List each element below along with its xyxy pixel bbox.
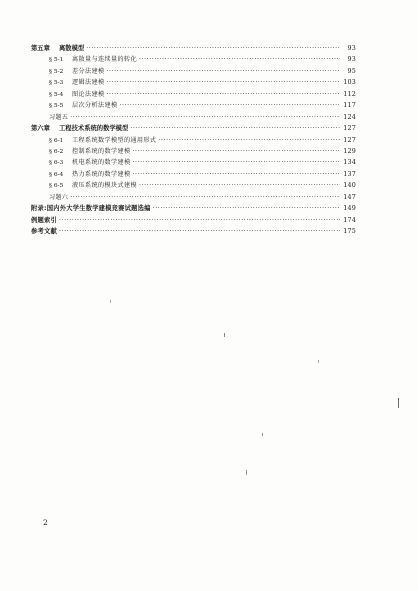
toc-section-6-3[interactable] [31,157,356,168]
leader-dots [119,100,340,111]
leader-dots [106,77,340,88]
section-title: 控制系统的数学建模 [72,147,131,155]
page-number: 134 [343,158,356,167]
leader-dots [70,112,340,123]
page-number: 93 [347,55,356,64]
exercise-title: 习题五 [49,113,69,121]
leader-dots [130,123,340,134]
leader-dots [132,146,340,157]
leader-dots [106,89,340,100]
page-number: 174 [343,215,356,224]
leader-dots [158,135,340,146]
chapter-title: 离散模型 [59,45,85,52]
page-number: 129 [343,146,356,155]
scan-speck [224,333,225,337]
exercise-title: 习题六 [49,193,69,201]
toc-references[interactable] [31,226,356,237]
scan-speck [110,300,111,303]
section-number: § 5-5 [49,103,64,110]
toc-exercises-5[interactable] [31,112,356,123]
scan-speck [318,360,319,363]
chapter-number: 第五章 [31,45,50,52]
section-number: § 5-1 [49,57,64,64]
page-number: 149 [343,204,356,213]
section-number: § 6-1 [49,137,64,144]
page-folio-number: 2 [43,518,48,527]
toc-section-5-2[interactable] [31,66,356,77]
section-title: 差分法建模 [72,67,105,75]
scan-speck [246,470,247,475]
page-number: 124 [343,112,356,121]
toc-section-6-2[interactable] [31,146,356,157]
section-title: 图论法建模 [72,90,105,98]
appendix-title: 附录:国内外大学生数学建模竞赛试题选编 [31,205,151,213]
toc-section-5-5[interactable] [31,100,356,111]
page-number: 103 [343,78,356,87]
toc-section-6-4[interactable] [31,169,356,180]
page-number: 93 [347,44,356,52]
section-number: § 5-2 [49,68,64,75]
leader-dots [59,226,340,237]
page-number: 175 [343,227,356,235]
leader-dots [139,180,340,191]
leader-dots [106,66,340,77]
toc-chapter-6[interactable] [31,123,356,134]
table-of-contents [31,43,356,237]
section-number: § 6-3 [49,160,64,167]
leader-dots [59,215,340,226]
example-index-title: 例题索引 [31,216,57,224]
leader-dots [86,43,340,54]
leader-dots [132,157,340,168]
toc-appendix[interactable] [31,203,356,214]
toc-section-6-5[interactable] [31,180,356,191]
section-title: 热力系统的数学建模 [72,170,131,178]
section-title: 离散量与连续量的转化 [72,56,137,64]
page-number: 117 [343,101,356,110]
toc-section-5-4[interactable] [31,89,356,100]
page-number: 140 [343,181,356,190]
page-number: 127 [343,135,356,144]
section-title: 机电系统的数学建模 [72,159,131,167]
section-title: 液压系统的模块式建模 [72,182,137,190]
chapter-number: 第六章 [31,125,50,133]
section-title: 层次分析法建模 [72,102,118,110]
section-title: 工程系统数学模型的通用形式 [72,136,157,144]
section-number: § 6-2 [49,148,64,155]
section-number: § 5-4 [49,91,64,98]
leader-dots [153,203,340,214]
leader-dots [70,192,340,203]
chapter-title: 工程技术系统的数学模型 [59,125,129,133]
leader-dots [132,169,340,180]
toc-section-6-1[interactable] [31,135,356,146]
leader-dots [139,54,340,65]
page-number: 137 [343,169,356,178]
section-number: § 5-3 [49,80,64,87]
section-number: § 6-4 [49,171,64,178]
section-title: 逻辑法建模 [72,79,105,87]
section-number: § 6-5 [49,183,64,190]
toc-example-index[interactable] [31,215,356,226]
scan-speck [398,398,399,408]
page-number: 112 [343,89,356,98]
toc-section-5-1[interactable] [31,54,356,65]
toc-section-5-3[interactable] [31,77,356,88]
references-title: 参考文献 [31,228,57,235]
scan-speck [262,433,263,436]
toc-exercises-6[interactable] [31,192,356,203]
page-number: 127 [343,124,356,133]
page-number: 95 [347,66,356,75]
page-number: 147 [343,192,356,201]
toc-chapter-5[interactable] [31,43,356,54]
